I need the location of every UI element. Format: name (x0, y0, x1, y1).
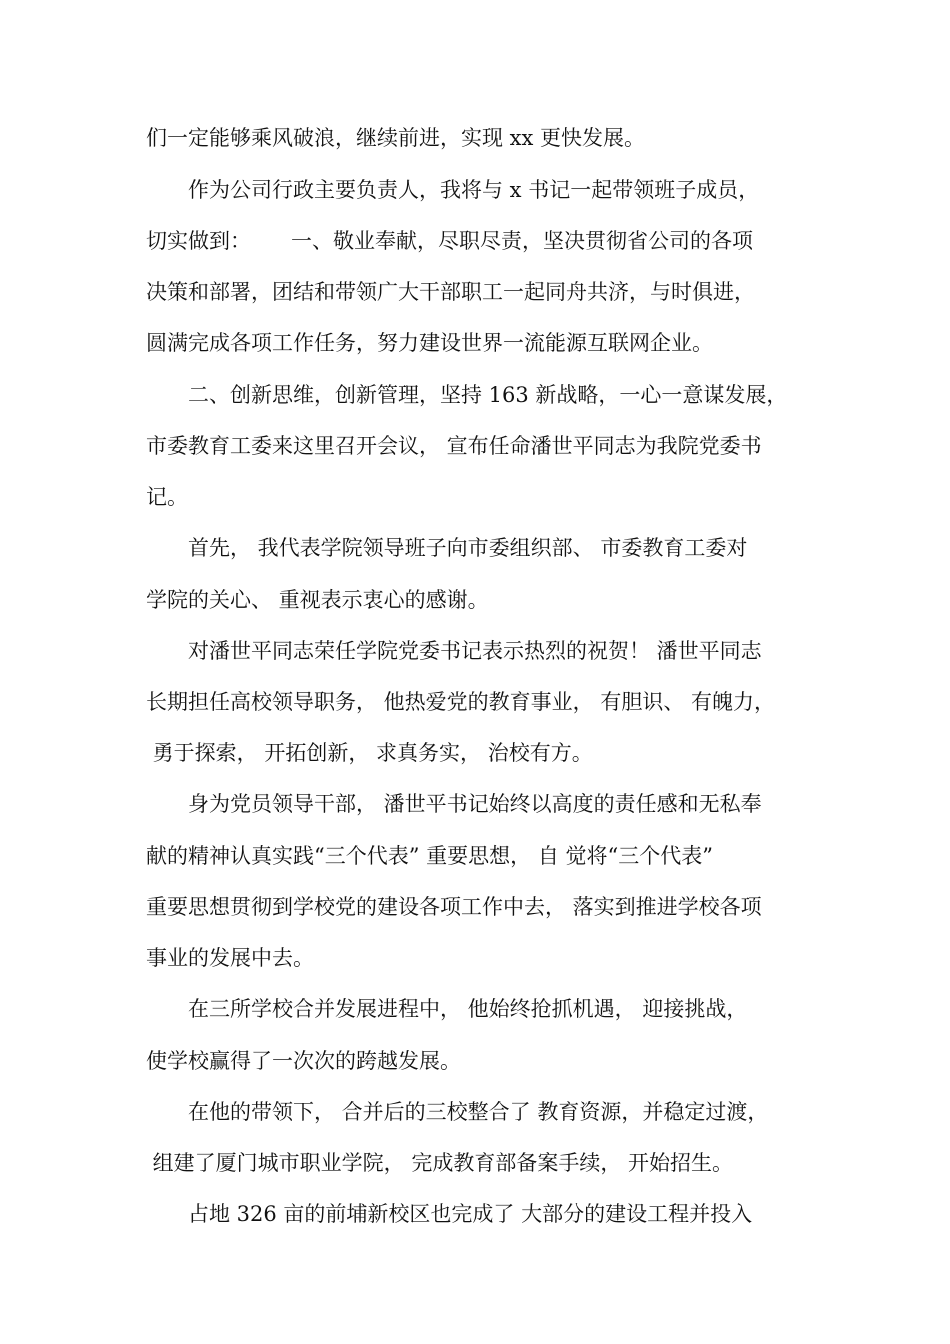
text-line: 献的精神认真实践“三个代表” 重要思想， 自 觉将“三个代表” (146, 844, 713, 868)
text-line: 在三所学校合并发展进程中， 他始终抢抓机遇， 迎接挑战， (188, 997, 748, 1021)
text-line: 学院的关心、 重视表示衷心的感谢。 (146, 588, 489, 612)
text-line: 二、创新思维，创新管理，坚持 163 新战略，一心一意谋发展， (188, 383, 788, 407)
text-line: 长期担任高校领导职务， 他热爱党的教育事业， 有胆识、 有魄力， (146, 690, 776, 714)
text-line: 圆满完成各项工作任务，努力建设世界一流能源互联网企业。 (146, 331, 713, 355)
text-line: 首先， 我代表学院领导班子向市委组织部、 市委教育工委对 (188, 536, 748, 560)
text-line: 记。 (146, 485, 188, 509)
text-line: 们一定能够乘风破浪，继续前进，实现 xx 更快发展。 (146, 126, 646, 150)
text-line: 重要思想贯彻到学校党的建设各项工作中去， 落实到推进学校各项 (146, 895, 762, 919)
text-line: 市委教育工委来这里召开会议， 宣布任命潘世平同志为我院党委书 (146, 434, 762, 458)
text-line: 勇于探索， 开拓创新， 求真务实， 治校有方。 (146, 741, 593, 765)
text-line: 对潘世平同志荣任学院党委书记表示热烈的祝贺！ 潘世平同志 (188, 639, 762, 663)
text-line: 身为党员领导干部， 潘世平书记始终以高度的责任感和无私奉 (188, 792, 762, 816)
text-line: 在他的带领下， 合并后的三校整合了 教育资源，并稳定过渡， (188, 1100, 769, 1124)
text-line: 作为公司行政主要负责人，我将与 x 书记一起带领班子成员， (188, 178, 760, 202)
text-line: 切实做到： 一、敬业奉献，尽职尽责，坚决贯彻省公司的各项 (146, 229, 754, 253)
text-line: 事业的发展中去。 (146, 946, 314, 970)
text-line: 占地 326 亩的前埔新校区也完成了 大部分的建设工程并投入 (188, 1202, 753, 1226)
text-line: 决策和部署，团结和带领广大干部职工一起同舟共济，与时俱进， (146, 280, 755, 304)
text-line: 组建了厦门城市职业学院， 完成教育部备案手续， 开始招生。 (146, 1151, 734, 1175)
text-line: 使学校赢得了一次次的跨越发展。 (146, 1049, 461, 1073)
